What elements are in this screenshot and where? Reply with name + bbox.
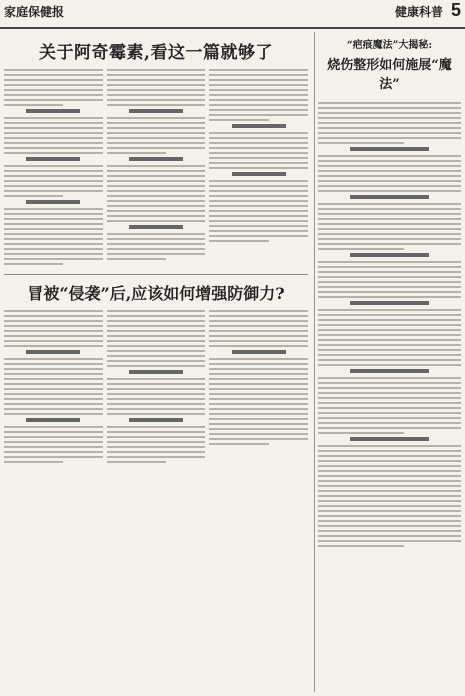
masthead-rule xyxy=(0,27,465,29)
body-column xyxy=(107,310,206,466)
article-headline: 烧伤整形如何施展“魔法” xyxy=(327,58,452,92)
article-body xyxy=(4,310,308,466)
article-body xyxy=(4,69,308,268)
body-column xyxy=(4,69,103,268)
left-column xyxy=(4,32,308,692)
body-column xyxy=(209,69,308,268)
right-column xyxy=(314,32,461,692)
body-column xyxy=(209,310,308,466)
article-divider xyxy=(4,274,308,275)
paper-name: 家庭保健报 xyxy=(4,5,65,19)
article-kicker: “疤痕魔法”大揭秘: xyxy=(346,40,433,51)
section-name: 健康科普 xyxy=(394,5,443,19)
masthead xyxy=(0,0,465,28)
body-column xyxy=(107,69,206,268)
article-body xyxy=(318,102,461,547)
article-headline: 关于阿奇霉素,看这一篇就够了 xyxy=(39,43,273,63)
article-headline: 冒被“侵袭”后,应该如何增强防御力? xyxy=(27,284,285,303)
body-column xyxy=(4,310,103,466)
page-number: 5 xyxy=(450,0,461,20)
